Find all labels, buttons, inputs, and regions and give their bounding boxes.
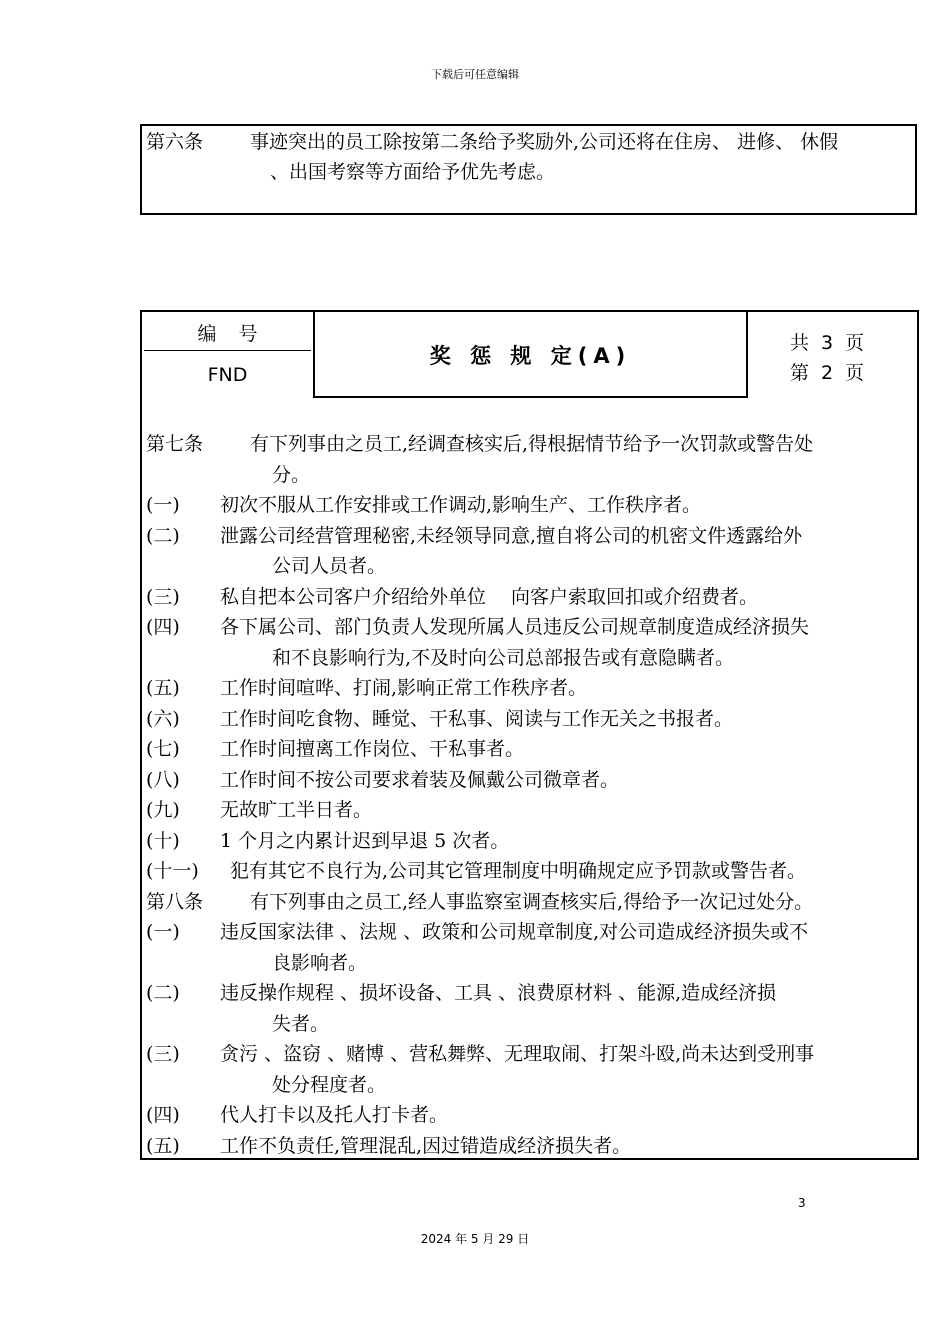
article-7-item-text-cont: 公司人员者。 <box>272 555 387 577</box>
article-8-item-number: (一) <box>146 921 180 943</box>
article-7-item-text: 工作时间吃食物、睡觉、干私事、阅读与工作无关之书报者。 <box>220 707 734 730</box>
article-7-item-text: 泄露公司经营管理秘密,未经领导同意,擅自将公司的机密文件透露给外 <box>220 524 803 547</box>
article-8-item-number: (二) <box>146 982 180 1004</box>
article-6-label: 第六条 <box>146 131 204 153</box>
article-6-box <box>140 124 917 215</box>
article-7-item-text: 无故旷工半日者。 <box>220 799 373 821</box>
total-pages-row <box>790 328 864 358</box>
article-7-item-text: 初次不服从工作安排或工作调动,影响生产、工作秩序者。 <box>220 494 702 516</box>
article-7-item-number: (七) <box>146 738 180 760</box>
current-unit: 页 <box>845 362 865 384</box>
code-cell <box>142 312 313 398</box>
article-7-item-number: (九) <box>146 799 180 821</box>
total-label: 共 <box>790 332 810 354</box>
article-8-item-number: (五) <box>146 1134 180 1157</box>
article-8-item-text: 代人打卡以及托人打卡者。 <box>220 1104 449 1126</box>
article-6-line-1: 事迹突出的员工除按第二条给予奖励外,公司还将在住房、 进修、 休假 <box>250 131 839 153</box>
code-label: 编号 <box>197 323 280 345</box>
document-title: 奖 惩 规 定(A) <box>429 344 632 368</box>
current-page: 2 <box>820 362 834 384</box>
article-8-item-text-cont: 良影响者。 <box>272 951 368 974</box>
code-value: FND <box>207 364 248 386</box>
article-8-item-number: (三) <box>146 1043 180 1065</box>
article-8-item-text: 违反操作规程 、损坏设备、工具 、浪费原材料 、能源,造成经济损 <box>220 982 777 1004</box>
article-7-item-text: 工作时间喧哗、打闹,影响正常工作秩序者。 <box>220 677 588 699</box>
page-info <box>790 328 864 388</box>
current-page-row <box>790 358 864 388</box>
article-7-item-text: 1 个月之内累计迟到早退 5 次者。 <box>220 829 510 852</box>
article-7-item-text: 犯有其它不良行为,公司其它管理制度中明确规定应予罚款或警告者。 <box>230 860 807 882</box>
regulation-table <box>140 310 919 1160</box>
article-7-label: 第七条 <box>146 433 204 455</box>
article-7-text-cont: 分。 <box>272 463 311 486</box>
article-8-text: 有下列事由之员工,经人事监察室调查核实后,得给予一次记过处分。 <box>250 890 814 913</box>
title-cell <box>313 310 748 398</box>
article-7-item-number: (六) <box>146 707 180 730</box>
article-8-item-text: 违反国家法律 、法规 、政策和公司规章制度,对公司造成经济损失或不 <box>220 921 809 943</box>
article-7-item-number: (二) <box>146 524 180 547</box>
code-divider <box>144 350 311 351</box>
header-note: 下载后可任意编辑 <box>431 68 519 81</box>
article-7-item-number: (八) <box>146 768 180 791</box>
article-7-item-number: (四) <box>146 616 180 638</box>
article-7-item-text: 私自把本公司客户介绍给外单位 向客户索取回扣或介绍费者。 <box>220 585 759 608</box>
page-number: 3 <box>798 1196 806 1210</box>
article-8-label: 第八条 <box>146 890 204 913</box>
total-pages: 3 <box>820 332 834 354</box>
total-unit: 页 <box>845 332 865 354</box>
article-7-item-number: (一) <box>146 494 180 516</box>
article-7-item-text-cont: 和不良影响行为,不及时向公司总部报告或有意隐瞒者。 <box>272 646 735 669</box>
article-7-text: 有下列事由之员工,经调查核实后,得根据情节给予一次罚款或警告处 <box>250 433 814 455</box>
article-8-item-text: 工作不负责任,管理混乱,因过错造成经济损失者。 <box>220 1134 632 1157</box>
article-7-item-number: (十一) <box>146 860 199 882</box>
article-7-item-text: 工作时间不按公司要求着装及佩戴公司微章者。 <box>220 768 620 791</box>
article-8-item-number: (四) <box>146 1104 180 1126</box>
article-8-item-text: 贪污 、盗窃 、赌博 、营私舞弊、无理取闹、打架斗殴,尚未达到受刑事 <box>220 1043 815 1065</box>
article-7-item-text: 工作时间擅离工作岗位、干私事者。 <box>220 738 525 760</box>
article-8-item-text-cont: 处分程度者。 <box>272 1073 387 1096</box>
current-label: 第 <box>790 362 810 384</box>
article-6-line-2: 、出国考察等方面给予优先考虑。 <box>270 161 556 183</box>
article-7-item-number: (五) <box>146 677 180 699</box>
article-7-item-number: (三) <box>146 585 180 608</box>
article-7-item-number: (十) <box>146 829 180 852</box>
article-8-item-text-cont: 失者。 <box>272 1012 330 1035</box>
article-7-item-text: 各下属公司、部门负责人发现所属人员违反公司规章制度造成经济损失 <box>220 616 810 638</box>
footer-date: 2024 年 5 月 29 日 <box>420 1232 530 1246</box>
